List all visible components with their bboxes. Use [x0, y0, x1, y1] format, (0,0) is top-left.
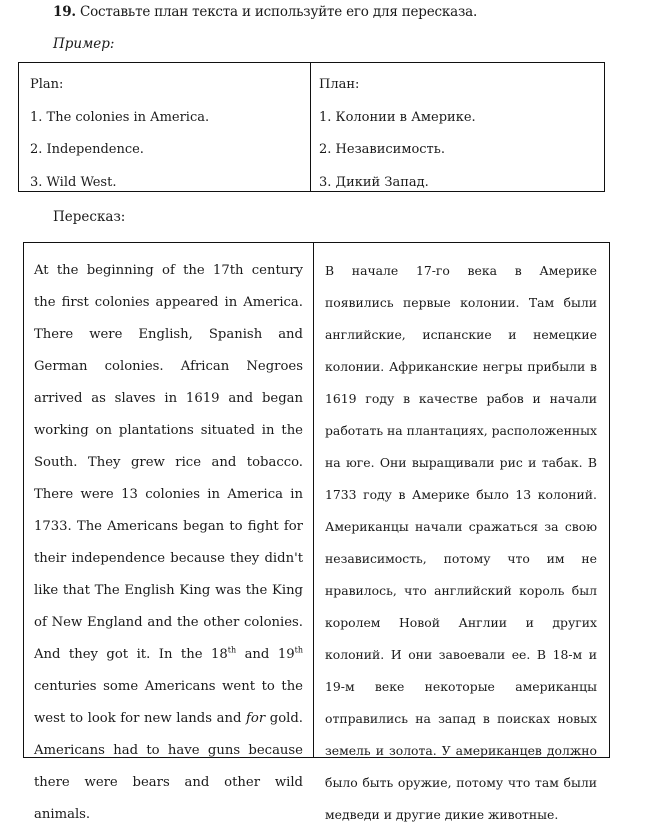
plan-english-item: 3. Wild West.	[30, 174, 117, 190]
plan-english-item: 1. The colonies in America.	[30, 109, 210, 125]
plan-russian-column	[311, 63, 604, 191]
retelling-russian-text: В начале 17-го века в Америке появились первые колонии. Там были английские, испанские и немецкие колонии. Африканские негры прибыли в 1619 году в качестве рабов и начали работать на плантациях, расположенных на юге. Они выращивали рис и табак. В 1733 году в Америке было 13 колоний. Американцы начали сражаться за свою независимость, потому что им не нравилось, что английский король был королем Новой Англии и других колоний. И они завоевали ее. В 18-м и 19-м веке некоторые американцы отправились на запад в поисках новых земель и золота. У американцев должно было быть оружие, потому что там были медведи и другие дикие животные.	[325, 263, 597, 822]
example-label: Пример:	[53, 36, 115, 52]
text-segment: and 19	[236, 647, 295, 662]
plan-english-item: 2. Independence.	[30, 142, 144, 157]
superscript: th	[294, 645, 303, 655]
retelling-english-text	[34, 255, 303, 831]
italic-word: for	[246, 711, 266, 726]
retelling-table	[23, 242, 610, 822]
plan-table	[18, 62, 605, 192]
superscript: th	[227, 645, 237, 655]
text-segment: centuries some Americans went to the west to look for new lands and	[34, 679, 303, 726]
task-heading	[53, 4, 477, 20]
retelling-russian-column	[314, 243, 609, 822]
plan-english-title: Plan:	[30, 77, 64, 92]
text-segment: gold. Americans had to have guns because there were bears and other wild animals.	[34, 711, 303, 822]
text-segment: At the beginning of the 17th century the first colonies appeared in America. There were English, Spanish and German colonies. African Negroes arrived as slaves in 1619 and began working on plantations situated in the South. They grew rice and tobacco. There were 13 colonies in America in 1733. The Americans began to fight for their independence because they didn't like that The English King was the King of New England and the other colonies. And they got it. In the 18	[34, 263, 303, 662]
task-instruction: Составьте план текста и используйте его для пересказа.	[79, 4, 478, 20]
plan-russian-item: 1. Колонии в Америке.	[319, 109, 476, 125]
plan-russian-item: 2. Независимость.	[319, 142, 445, 157]
task-number: 19.	[53, 4, 76, 20]
retelling-english-column	[24, 243, 314, 822]
plan-english-column	[19, 63, 311, 191]
retelling-label: Пересказ:	[53, 209, 126, 225]
plan-russian-item: 3. Дикий Запад.	[319, 174, 429, 190]
plan-russian-title: План:	[319, 77, 360, 92]
